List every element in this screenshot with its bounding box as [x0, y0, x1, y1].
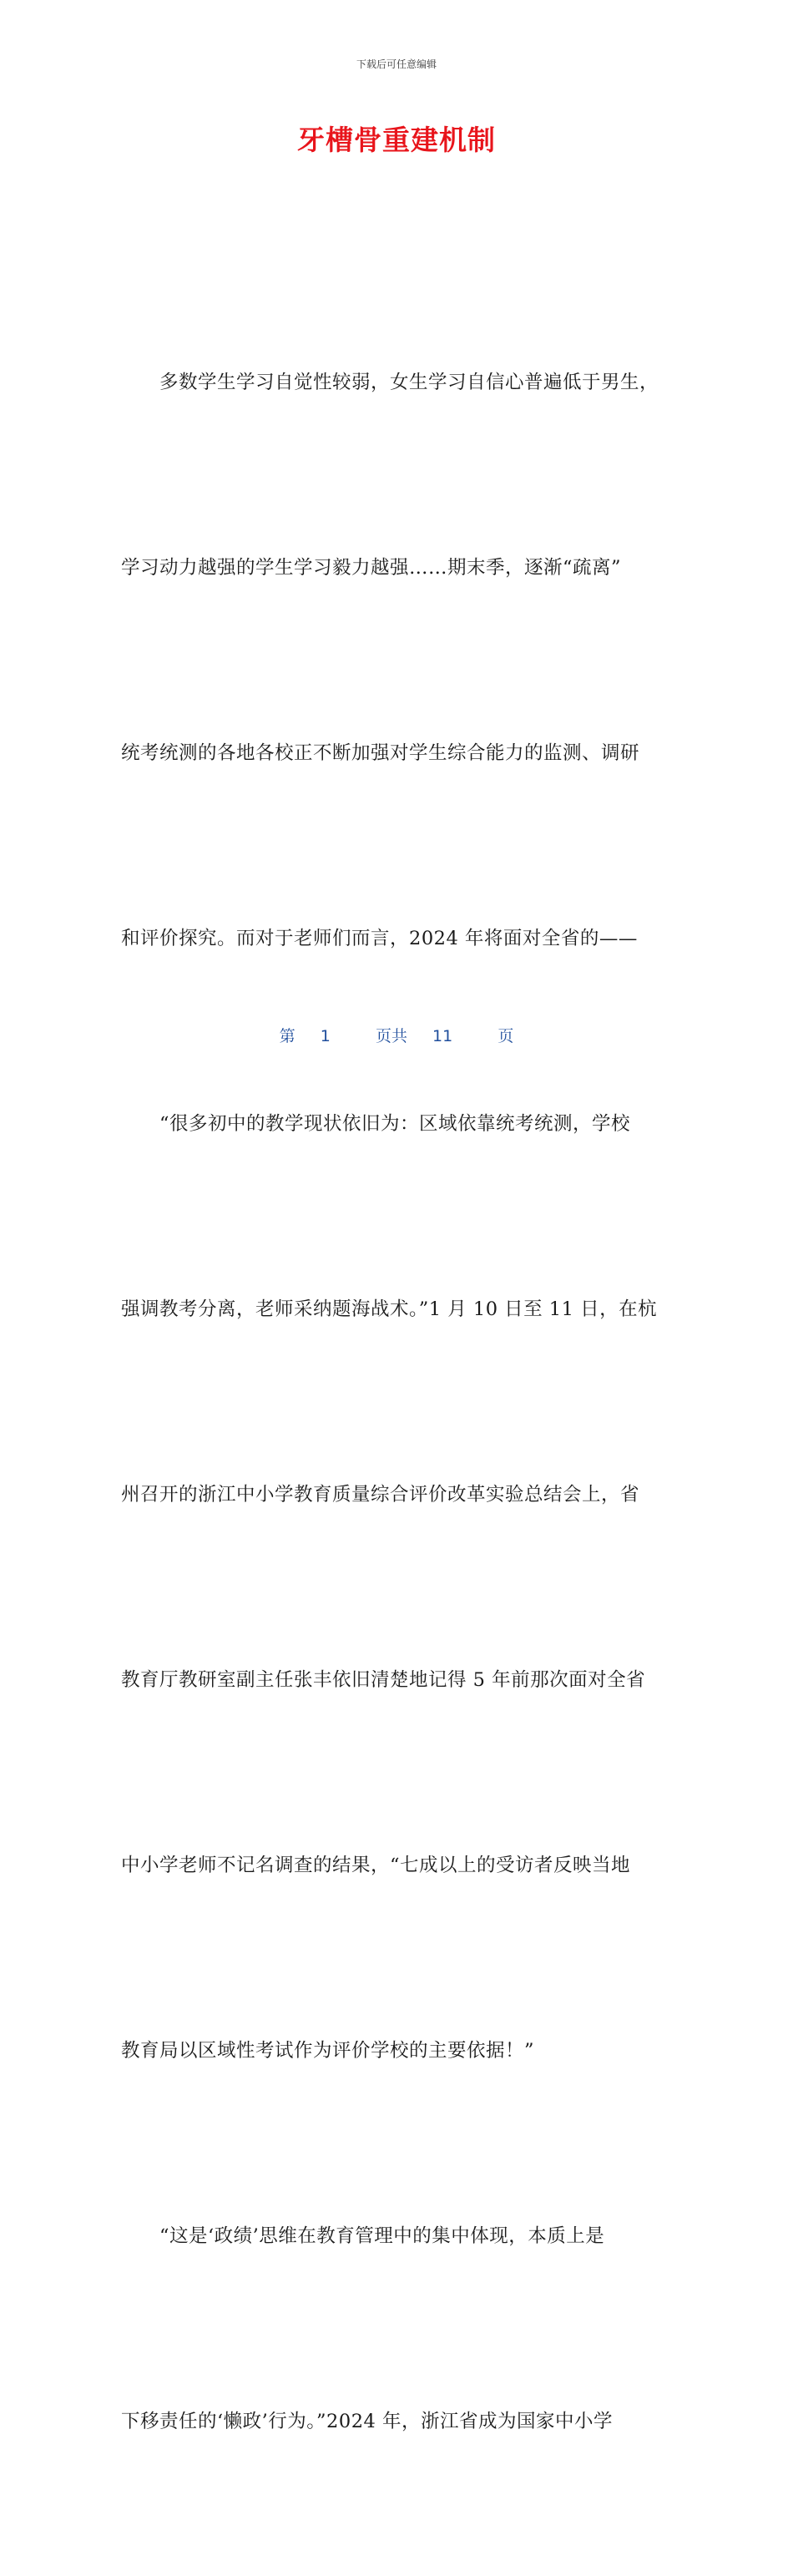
body-text	[121, 228, 672, 2576]
text-line: “这是‘政绩’思维在教育管理中的集中体现，本质上是	[121, 2225, 605, 2247]
document-title: 牙槽骨重建机制	[297, 124, 496, 156]
text-line: 教育局以区域性考试作为评价学校的主要依据！”	[121, 2040, 535, 2062]
footer-suffix: 页	[498, 1027, 514, 1045]
text-line: 下移责任的‘懒政’行为。”2024 年，浙江省成为国家中小学	[121, 2411, 613, 2432]
text-line: “很多初中的教学现状依旧为：区域依靠统考统测，学校	[121, 1113, 631, 1135]
text-line: 强调教考分离，老师采纳题海战术。”1 月 10 日至 11 日，在杭	[121, 1298, 658, 1320]
footer-middle: 页共	[375, 1027, 407, 1045]
footer-prefix: 第	[279, 1027, 295, 1045]
header-note: 下载后可任意编辑	[356, 58, 437, 70]
text-line: 学习动力越强的学生学习毅力越强……期末季，逐渐“疏离”	[121, 557, 622, 579]
text-line: 中小学老师不记名调查的结果，“七成以上的受访者反映当地	[121, 1855, 631, 1876]
text-line: 和评价探究。而对于老师们而言，2024 年将面对全省的——	[121, 928, 638, 949]
text-line: 州召开的浙江中小学教育质量综合评价改革实验总结会上，省	[121, 1484, 640, 1506]
document-body	[121, 228, 672, 2576]
text-line: 多数学生学习自觉性较弱，女生学习自信心普遍低于男生，	[121, 372, 659, 393]
footer-page-number: 1	[320, 1027, 331, 1045]
text-line: 教育厅教研室副主任张丰依旧清楚地记得 5 年前那次面对全省	[121, 1669, 646, 1691]
page-footer	[0, 1024, 793, 1046]
footer-total-pages: 11	[432, 1027, 453, 1045]
text-line: 统考统测的各地各校正不断加强对学生综合能力的监测、调研	[121, 742, 640, 764]
